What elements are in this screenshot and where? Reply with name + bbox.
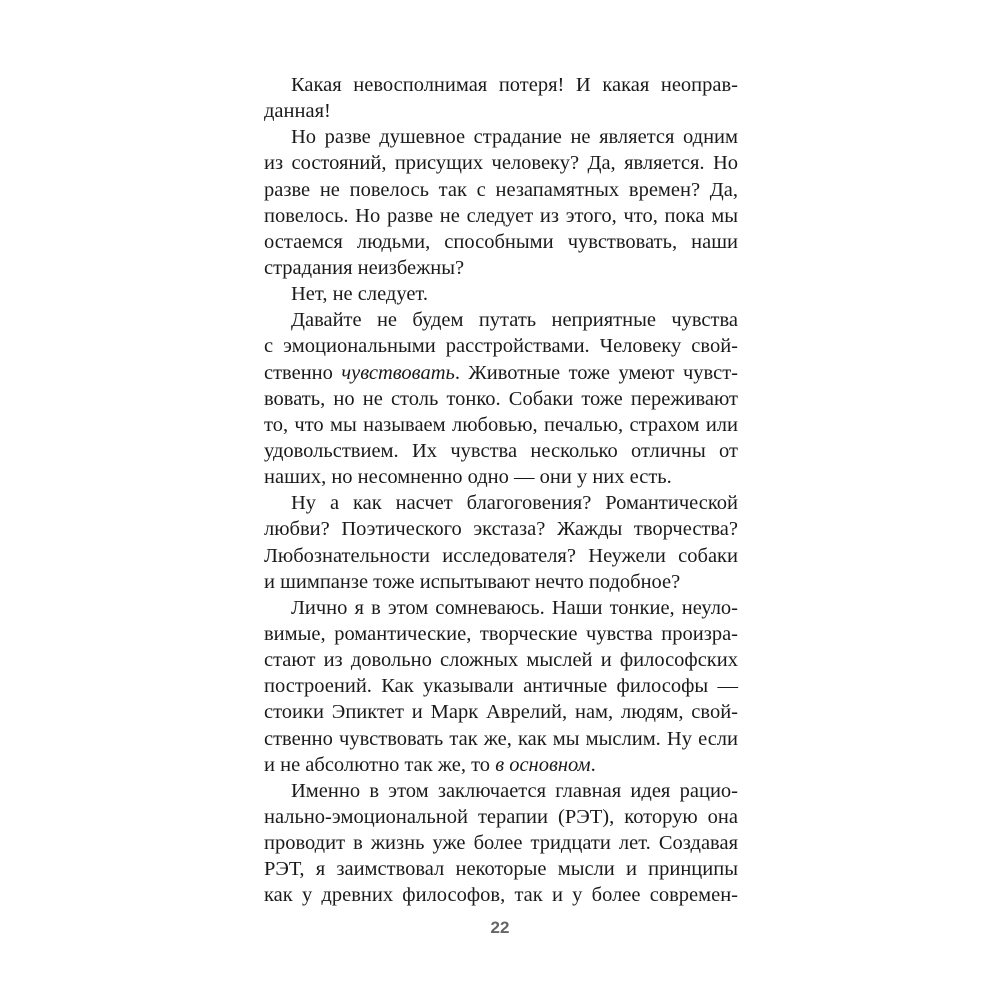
text-line: остаемся людьми, способными чувствовать, наши: [264, 230, 738, 253]
text-line: и шимпанзе тоже испытывают нечто подобное?: [264, 570, 681, 593]
text-line: Именно в этом заключается главная идея рацио-: [291, 779, 738, 802]
text-line: проводит в жизнь уже более тридцати лет. Создавая: [264, 832, 738, 855]
text-span: .: [590, 753, 596, 776]
text-span: . Животные тоже умеют чувст-: [454, 361, 738, 384]
text-line: из состояний, присущих человеку? Да, является. Но: [264, 152, 738, 175]
text-line: Но разве душевное страдание не является одним: [291, 126, 738, 149]
emphasized-text: чувствовать: [341, 361, 455, 384]
text-line: страдания неизбежны?: [264, 256, 465, 279]
text-line: разве не повелось так с незапамятных времен? Да,: [264, 178, 738, 201]
text-line: нально-эмоциональной терапии (РЭТ), которую она: [264, 805, 738, 828]
text-line: Давайте не будем путать неприятные чувства: [291, 309, 738, 332]
text-line: то, что мы называем любовью, печалью, страхом или: [264, 413, 738, 436]
text-line: построений. Как указывали античные философы —: [264, 675, 738, 698]
text-line: Любознательности исследователя? Неужели собаки: [264, 544, 738, 567]
text-line: как у древних философов, так и у более современ-: [264, 884, 738, 907]
text-line: стают из довольно сложных мыслей и философских: [264, 649, 738, 672]
text-line: повелось. Но разве не следует из этого, что, пока мы: [264, 204, 738, 227]
emphasized-text: в основном: [495, 753, 591, 776]
text-line: [264, 752, 738, 778]
text-line: стоики Эпиктет и Марк Аврелий, нам, людям, свой-: [264, 701, 738, 724]
text-line: любви? Поэтического экстаза? Жажды творчества?: [264, 518, 738, 541]
text-span: и не абсолютно так же, то: [264, 753, 496, 776]
text-line: Нет, не следует.: [291, 283, 428, 306]
body-text: [264, 72, 738, 909]
text-line: [264, 360, 738, 386]
text-line: данная!: [264, 100, 331, 123]
text-line: наших, но несомненно одно — они у них есть.: [264, 466, 672, 489]
text-line: удовольствием. Их чувства несколько отличны от: [264, 439, 738, 462]
text-line: с эмоциональными расстройствами. Человеку свой-: [264, 335, 738, 358]
text-line: Лично я в этом сомневаюсь. Наши тонкие, неуло-: [291, 596, 738, 619]
text-line: вимые, романтические, творческие чувства произра-: [264, 622, 738, 645]
text-line: вовать, но не столь тонко. Собаки тоже переживают: [264, 387, 738, 410]
text-span: ственно: [264, 361, 342, 384]
text-line: Ну а как насчет благоговения? Романтической: [291, 492, 738, 515]
text-line: ственно чувствовать так же, как мы мыслим. Ну если: [264, 727, 738, 750]
page-number: 22: [490, 918, 510, 937]
text-line: Какая невосполнимая потеря! И какая неоправ-: [291, 74, 738, 96]
text-line: РЭТ, я заимствовал некоторые мысли и принципы: [264, 858, 738, 881]
